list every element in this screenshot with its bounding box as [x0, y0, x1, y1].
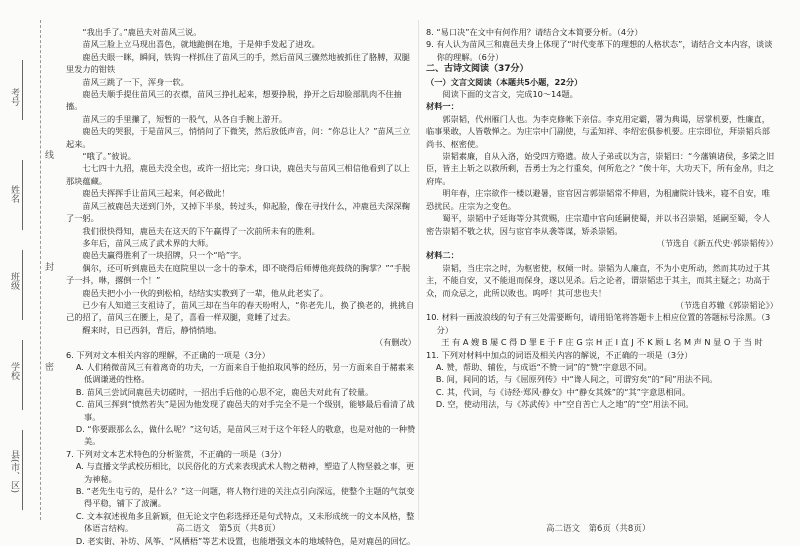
subsection-a-heading: （一）文言文阅读（本题共5小题，22分） [426, 76, 583, 87]
material-1-paragraph: 郭崇韬，代州雁门人也。为李克修帐下亲信。李克用定霸，署为典谒，居掌机要，性廉直，临事果敢，人皆敬惮之。为庄宗中门副使，与孟知祥、李绍宏俱参机要。庄宗即位，拜崇韬兵部尚书、枢密使。 [426, 113, 770, 149]
story-paragraph: 已少有人知道三支祖诗了，苗风三却在当年的春天吩咐人，“你老先儿，换了换老的，挑挑自己的招了，苗风三在腰上，是了，喜看一样双腿，竟睡了过去。 [66, 299, 415, 323]
story-paragraph: “我出手了。”鹿邑夫对苗风三说。 [82, 27, 202, 37]
story-paragraph: 鹿邑夫赢得胜利了一块招牌，只一个“哈”字。 [82, 250, 247, 261]
label-name: 姓名 [9, 185, 19, 203]
left-column [66, 26, 416, 547]
material-2-paragraph: 崇韬，当庄宗之时，为枢密使，权倾一时。崇韬为人廉直，不为小吏所动，然而其功过于其主，不能自安，又不能退而保身，遂以见杀。后之论者，谓崇韬忠于其主，而其主疑之；功高于众，而众忌之，此所以败也。呜呼！其可悲也夫！ [426, 262, 770, 298]
material-1-paragraph: 蜀平，崇韬中子廷诲等分其赏赐，庄宗遣中官向延嗣使蜀，并以书召崇韬，延嗣至蜀，令人密告崇韬不敬之状，因与宦官李从袭等谋，矫杀崇韬。 [426, 213, 770, 236]
story-paragraph: 鹿邑夫挥挥手让苗风三起来，何必做此！ [82, 188, 230, 199]
cut-mark-feng: 封 [43, 262, 53, 271]
fill-line-name [22, 160, 23, 230]
question-11-stem: 11. 下列对材料中加点的词语及相关内容的解说，不正确的一项是（3分） [426, 349, 693, 360]
story-paragraph: “哦了。”彼说。 [82, 151, 136, 162]
question-7-option-c: C. 文本叙述视角多且新颖，但无论文字色彩选择还是句式特点，又未形成统一的文本风格，整体语言结构。 [75, 510, 415, 534]
story-paragraph: 偶尔，还可听到鹿邑夫在庭院里以一念十的拳术，即不晓得后师傅他亮鼓绕的胸掌？”“手脱子一抖，咻，撂倒一个！” [66, 262, 411, 286]
material-1-paragraph: 明年春，庄宗欲作一楼以避暑，宦官因言郭崇韬常不伸眉，为租庸院计钱米，寝不自安，唯恐扰民。庄宗为之变色。 [426, 188, 770, 211]
fill-line-kaohao [22, 60, 23, 120]
story-paragraph: 苗风三脸上立马现出喜色，就地跪倒在地，于是伸手发起了进攻。 [82, 39, 320, 50]
question-10-stem: 10. 材料一画波浪线的句子有三处需要断句，请用铅笔将答题卡上相应位置的答题标号涂黑。（3分） [426, 312, 771, 335]
label-school: 学校 [9, 362, 19, 380]
fill-line-school [22, 340, 23, 410]
story-paragraph: 鹿邑夫顺手提住苗风三的衣襟，苗风三挣扎起来，想要挣脱，挣开之后却脸部肌肉不住抽搐。 [66, 89, 402, 112]
reading-instruction: 阅读下面的文言文，完成10～14题。 [442, 89, 578, 100]
question-11-option-c: C. 其，代词，与《诗经·郑风·静女》中“静女其姝”的“其”字意思相同。 [435, 386, 691, 397]
page-footer-right: 高二语文 第6页（共8页） [546, 524, 651, 534]
cut-mark-xian: 线 [43, 150, 53, 159]
fill-line-county [22, 430, 23, 510]
story-paragraph: 我们很快得知，鹿邑夫在这天的下午赢得了一次前所未有的胜利。 [82, 225, 320, 236]
question-8: 8. “易口决”在文中有何作用？请结合文本简要分析。（4分） [426, 27, 643, 37]
story-paragraph: 七七四十九招，鹿邑夫没全也，或许一招比完；身口诀，鹿邑夫与苗风三相信他看到了以上那块蕴藏。 [66, 163, 410, 186]
binding-margin [0, 0, 62, 546]
story-paragraph: 鹿邑夫眼一眯，瞬间，铁钩一样抓住了苗风三的手，然后苗风三骤然地被抓住了胳膊，双腿里发力的钳铁 [66, 51, 410, 75]
question-7-stem: 7. 下列对文本艺术特色的分析鉴赏，不正确的一项是（3分） [66, 448, 287, 459]
material-2-title: 材料二： [426, 250, 459, 261]
question-11-option-a: A. 赞，帮助、辅佐，与成语“不赞一词”的“赞”字意思不同。 [435, 361, 652, 372]
page-divider [418, 20, 419, 520]
story-paragraph: 鹿邑夫的哭狠，于是苗风三，悄悄问了下微笑，然后放低声音，问：“你总让人？”苗风三立起来。 [66, 126, 411, 149]
page-footer-left: 高二语文 第5页（共8页） [176, 524, 281, 534]
question-9: 9. 有人认为苗风三和鹿邑夫身上体现了“时代变革下的理想的人格状态”，请结合文本内容，谈谈你的理解。（6分） [426, 39, 773, 62]
question-10-sentence: 王 有 A 嫂 B 屡 C 得 D 罪 E 于 F 庄 G 宗 H 正 I 直 J 不 K 顾 L 名 M 声 N 显 O 于 当 时 [441, 337, 763, 348]
question-7-option-d: D. 老实街、补坊、风筝、“风栖梧”等艺术设置，也能增强文本的地域特色，是对鹿邑的回忆。 [75, 535, 416, 546]
question-7-option-a: A. 与直播文学武校历相比，以民俗化的方式来表现武术人物之精神，塑造了人物坚毅之事，更为神秘。 [75, 461, 415, 484]
question-11-option-b: B. 间，间同的话，与《屈原列传》中“谗人间之，可谓穷矣”的“间”用法不同。 [435, 374, 718, 385]
source-note: （有删改） [375, 337, 416, 348]
right-column [426, 26, 778, 411]
question-7-option-b: B. “老先生屯亏的，是什么？”这一问题，将人物行进的关注点引向深远，使整个主题的气氛变得平稳，铺下了波澜。 [75, 486, 415, 509]
story-paragraph: 苗风三的手里攥了，短暂的一股气，从各自手腕上游开。 [82, 113, 288, 124]
section-2-heading: 二、古诗文阅读（37分） [426, 64, 529, 75]
material-2-source: （节选自苏辙《郭崇韬论》） [675, 299, 778, 310]
label-class: 班级 [9, 272, 19, 290]
material-1-title: 材料一： [426, 101, 459, 112]
question-6-option-a: A. 人们稍微苗风三有着离奇的功夫，一方面来自于他拍取风筝的经历，另一方面来自于赭素来低调谦逊的性格。 [75, 361, 415, 385]
story-paragraph: 多年后，苗风三成了武术界的大师。 [82, 237, 214, 248]
material-1-paragraph: 崇韬素廉，自从入洛，始受四方赂遗。故人子弟或以为言，崇韬曰：“今藩镇诸侯，多梁之旧臣，皆主上斩之以救所剩，吾勇士为之行重矣，何所危之？”俟十年，大功天下，所有金帛，归之府库。 [426, 151, 775, 186]
story-paragraph: 苗风三被鹿邑夫送到门外，又掉下半泉，转过头，仰起脸，像在寻找什么，冲鹿邑夫深深鞠了一躬。 [66, 200, 410, 224]
question-6-stem: 6. 下列对文本相关内容的理解，不正确的一项是（3分） [66, 349, 270, 360]
label-county: 县(市、区) [9, 450, 19, 494]
question-6-option-b: B. 苗风三尝试同鹿邑夫切磋时，一招出手后他的心思不定，鹿邑夫对此有了较量。 [75, 386, 374, 397]
fill-line-class [22, 250, 23, 320]
story-paragraph: 鹿邑夫把小小一伙的到松柏，结结实实教到了一辈，他从此老实了。 [82, 287, 329, 298]
story-paragraph: 苗风三跳了一下，浑身一软。 [82, 76, 189, 87]
label-kaohao: 考号 [9, 88, 19, 106]
story-paragraph: 醒来时，日已西斜，背后，静悄悄地。 [82, 324, 222, 335]
question-11-option-d: D. 空，使动用法，与《苏武传》中“空自苦亡人之地”的“空”用法不同。 [435, 399, 694, 410]
material-1-source: （节选自《新五代史·郭崇韬传》） [656, 237, 778, 248]
cut-mark-mi: 密 [43, 362, 53, 371]
question-6-option-c: C. 苗风三挥到“愤然若失”是因为他发现了鹿邑夫的对手完全不是一个级别，能够最后看清了战事。 [75, 399, 415, 422]
seal-line [40, 20, 41, 520]
question-6-option-d: D. “你要跟那么么，做什么呢？”这句话，是苗风三对于这个年轻人的敬意，也是对他的一种赞美。 [75, 424, 416, 447]
